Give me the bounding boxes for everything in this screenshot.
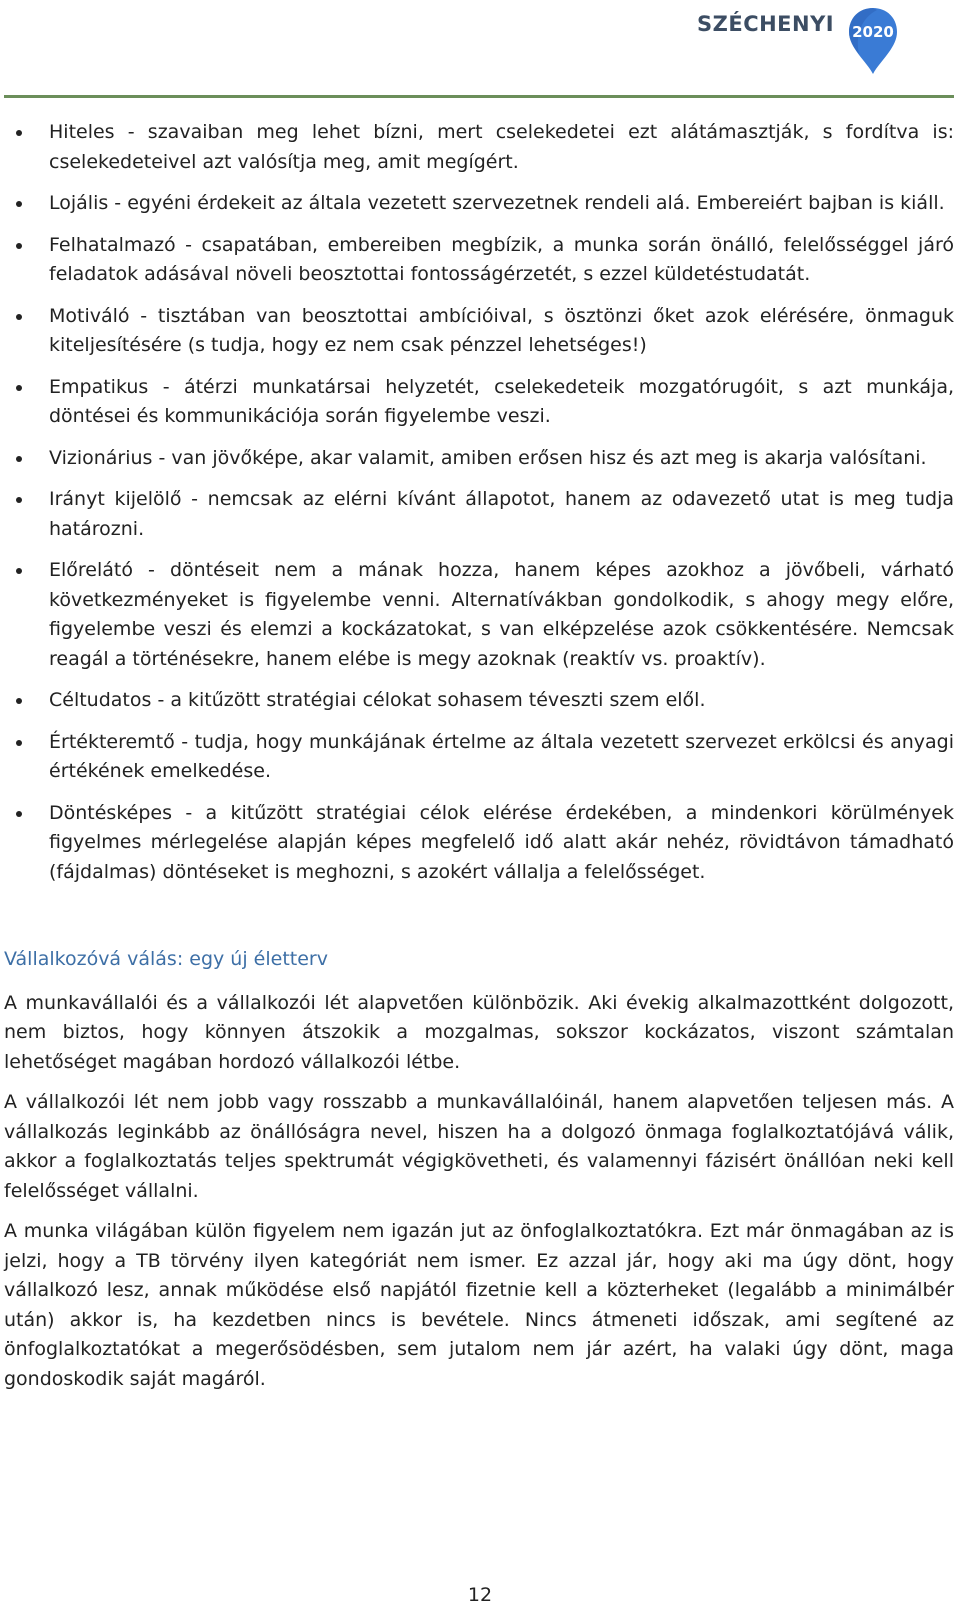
page-body	[4, 118, 954, 1405]
list-item-text: Előrelátó - döntéseit nem a mának hozza, hanem képes azokhoz a jövőbeli, várható következményeket is figyelembe venni. Alternatívákban gondolkodik, s ahogy megy előre, figyelembe veszi és elemzi a kockázatokat, s van elképzelése azok csökkentésére. Nemcsak reagál a történésekre, hanem elébe is megy azoknak (reaktív vs. proaktív).	[49, 559, 954, 670]
bullet-dot-icon	[16, 568, 22, 574]
bullet-dot-icon	[16, 130, 22, 136]
paragraph: A munkavállalói és a vállalkozói lét alapvetően különbözik. Aki évekig alkalmazottként dolgozott, nem biztos, hogy könnyen átszokik a mozgalmas, sokszor kockázatos, viszont számtalan lehetőséget magában hordozó vállalkozói létbe.	[4, 991, 954, 1073]
list-item-text: Vizionárius - van jövőképe, akar valamit, amiben erősen hisz és azt meg is akarja valósítani.	[49, 446, 927, 469]
list-item	[4, 118, 954, 177]
list-item	[4, 556, 954, 674]
page-header	[0, 0, 960, 100]
leadership-traits-list	[4, 118, 954, 887]
list-item	[4, 189, 954, 219]
bullet-dot-icon	[16, 740, 22, 746]
list-item	[4, 799, 954, 888]
list-item-text: Felhatalmazó - csapatában, embereiben megbízik, a munka során önálló, felelősséggel járó feladatok adásával növeli beosztottai fontosságérzetét, s ezzel küldetéstudatát.	[49, 233, 954, 285]
list-item-text: Céltudatos - a kitűzött stratégiai célokat sohasem téveszti szem elől.	[49, 689, 706, 711]
list-item-text: Motiváló - tisztában van beosztottai ambícióival, s ösztönzi őket azok elérésére, önmaguk kiteljesítésére (s tudja, hogy ez nem csak pénzzel lehetséges!)	[49, 304, 954, 356]
bullet-dot-icon	[16, 243, 22, 249]
list-item-text: Irányt kijelölő - nemcsak az elérni kívánt állapotot, hanem az odavezető utat is meg tudja határozni.	[49, 488, 954, 540]
list-item-text: Hiteles - szavaiban meg lehet bízni, mert cselekedetei ezt alátámasztják, s fordítva is: cselekedeteivel azt valósítja meg, amit megígért.	[49, 121, 954, 173]
list-item	[4, 485, 954, 544]
list-item-text: Értékteremtő - tudja, hogy munkájának értelme az általa vezetett szervezet erkölcsi és anyagi értékének emelkedése.	[49, 730, 954, 782]
bullet-dot-icon	[16, 811, 22, 817]
list-item	[4, 302, 954, 361]
paragraph: A vállalkozói lét nem jobb vagy rosszabb a munkavállalóinál, hanem alapvetően teljesen más. A vállalkozás leginkább az önállóságra nevel, hiszen ha a dolgozó önmaga foglalkoztatójává válik, akkor a foglalkoztatás teljes spektrumát végigkövetheti, és valamennyi fázisért önállóan neki kell felelősséget vállalni.	[4, 1091, 954, 1202]
list-item-text: Döntésképes - a kitűzött stratégiai célok elérése érdekében, a mindenkori körülmények figyelmes mérlegelése alapján képes megfelelő idő alatt akár nehéz, rövidtávon támadható (fájdalmas) döntéseket is meghozni, s azokért vállalja a felelősséget.	[49, 801, 954, 883]
section-heading: Vállalkozóvá válás: egy új életterv	[4, 948, 328, 970]
logo-year: 2020	[852, 23, 894, 41]
page-number: 12	[467, 1584, 493, 1606]
list-item	[4, 373, 954, 432]
list-item	[4, 686, 954, 716]
bullet-dot-icon	[16, 201, 22, 207]
logo-text: SZÉCHENYI	[697, 12, 835, 36]
map-pin-icon	[847, 6, 899, 76]
bullet-dot-icon	[16, 497, 22, 503]
list-item-text: Empatikus - átérzi munkatársai helyzetét, cselekedeteik mozgatórugóit, s azt munkája, döntései és kommunikációja során figyelembe veszi.	[49, 375, 954, 427]
szechenyi-2020-logo	[697, 6, 902, 76]
list-item	[4, 444, 954, 474]
bullet-dot-icon	[16, 314, 22, 320]
header-divider	[4, 95, 954, 98]
list-item	[4, 231, 954, 290]
bullet-dot-icon	[16, 385, 22, 391]
list-item-text: Lojális - egyéni érdekeit az általa vezetett szervezetnek rendeli alá. Embereiért bajban is kiáll.	[49, 192, 945, 214]
bullet-dot-icon	[16, 456, 22, 462]
list-item	[4, 728, 954, 787]
paragraph: A munka világában külön figyelem nem igazán jut az önfoglalkoztatókra. Ezt már önmagában az is jelzi, hogy a TB törvény ilyen kategóriát nem ismer. Ez azzal jár, hogy aki ma úgy dönt, hogy vállalkozó lesz, annak működése első napjától fizetnie kell a közterheket (legalább a minimálbér után) akkor is, ha kezdetben nincs is bevétele. Nincs átmeneti időszak, ami segítené az önfoglalkoztatókat a megerősödésben, sem jutalom nem jár azért, ha valaki úgy dönt, maga gondoskodik saját magáról.	[4, 1220, 954, 1390]
bullet-dot-icon	[16, 698, 22, 704]
